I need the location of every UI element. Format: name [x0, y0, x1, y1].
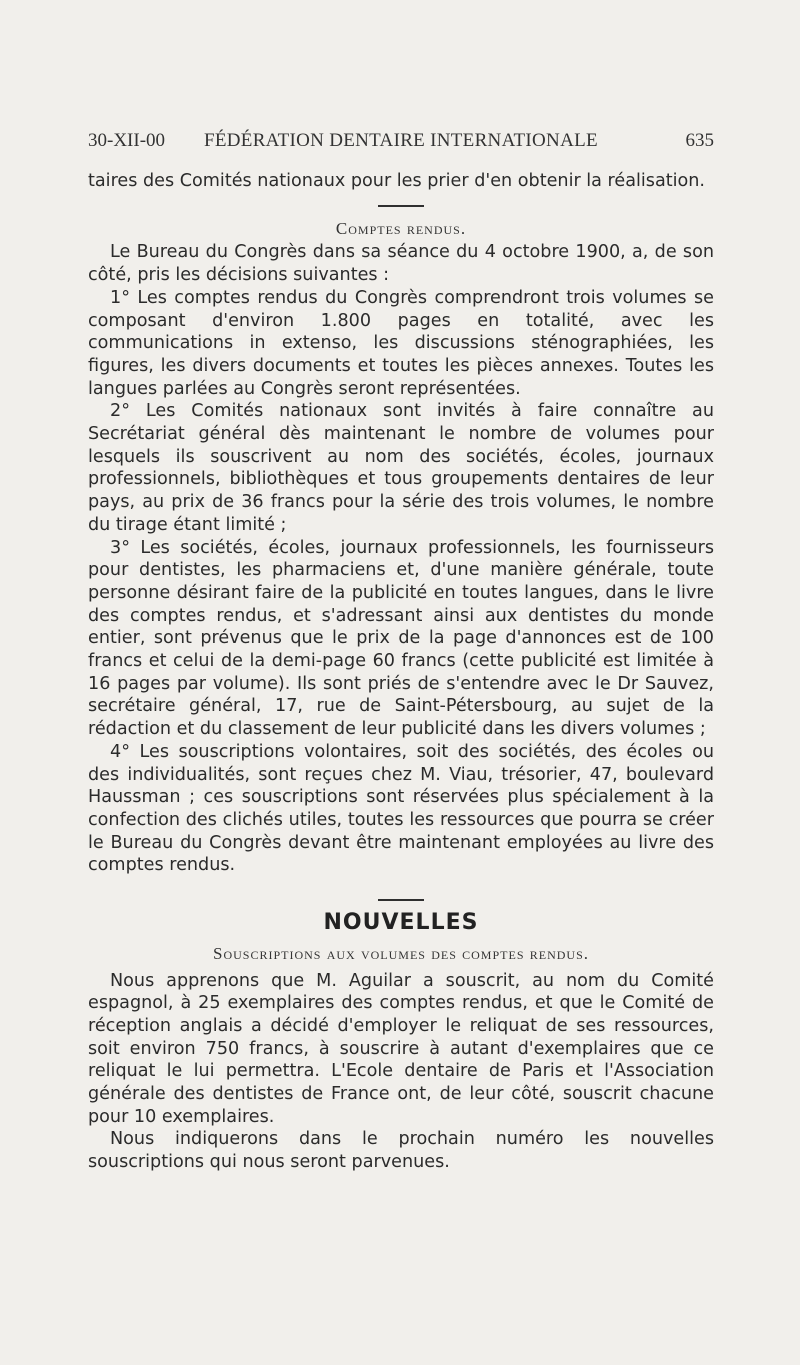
section-title-nouvelles: NOUVELLES [323, 910, 479, 936]
paragraph: Nous indiquerons dans le prochain numéro les nouvelles souscriptions qui nous seront parvenues. [88, 1129, 714, 1173]
paragraph: 2° Les Comités nationaux sont invités à faire connaître au Secrétariat général dès maintenant le nombre de volumes pour lesquels ils souscrivent au nom des sociétés, écoles, journaux professionnels, bibliothèques et tous groupements dentaires de leur pays, au prix de 36 francs pour la série des trois volumes, le nombre du tirage étant limité ; [88, 401, 714, 535]
page-number: 635 [685, 130, 714, 151]
section-divider [378, 205, 424, 207]
paragraph: 4° Les souscriptions volontaires, soit des sociétés, des écoles ou des individualités, sont reçues chez M. Viau, trésorier, 47, boulevard Haussman ; ces souscriptions sont réservées plus spécialement à la confection des clichés utiles, toutes les ressources que pourra se créer le Bureau du Congrès devant être maintenant employées au livre des comptes rendus. [88, 741, 714, 876]
intro-line: taires des Comités nationaux pour les prier d'en obtenir la réalisation. [88, 171, 706, 191]
section-subtitle: Souscriptions aux volumes des comptes rendus. [213, 943, 589, 963]
running-header [88, 130, 714, 160]
section-title-comptes-rendus: Comptes rendus. [335, 218, 467, 238]
header-date: 30-XII-00 [88, 130, 166, 151]
paragraph: 1° Les comptes rendus du Congrès comprendront trois volumes se composant d'environ 1.800 pages en totalité, avec les communications in extenso, les discussions sténographiées, les figures, les divers documents et toutes les pièces annexes. Toutes les langues parlées au Congrès seront représentées. [88, 287, 714, 399]
page-body [88, 170, 714, 1174]
header-title: FÉDÉRATION DENTAIRE INTERNATIONALE [204, 130, 598, 151]
paragraph: Nous apprenons que M. Aguilar a souscrit, au nom du Comité espagnol, à 25 exemplaires des comptes rendus, et que le Comité de réception anglais a décidé d'employer le reliquat de ses ressources, soit environ 750 francs, à souscrire à autant d'exemplaires que ce reliquat le lui permettra. L'Ecole dentaire de Paris et l'Association générale des dentistes de France ont, de leur côté, souscrit chacune pour 10 exemplaires. [88, 970, 714, 1127]
spacer [88, 877, 714, 887]
paragraph: Le Bureau du Congrès dans sa séance du 4 octobre 1900, a, de son côté, pris les décisions suivantes : [88, 242, 714, 286]
paragraph: 3° Les sociétés, écoles, journaux professionnels, les fournisseurs pour dentistes, les pharmaciens et, d'une manière générale, toute personne désirant faire de la publicité en toutes langues, dans le livre des comptes rendus, et s'adressant ainsi aux dentistes du monde entier, sont prévenus que le prix de la page d'annonces est de 100 francs et celui de la demi-page 60 francs (cette publicité est limitée à 16 pages par volume). Ils sont priés de s'entendre avec le Dr Sauvez, secrétaire général, 17, rue de Saint-Pétersbourg, au sujet de la rédaction et du classement de leur publicité dans les divers volumes ; [88, 537, 714, 740]
section-divider [378, 899, 424, 901]
